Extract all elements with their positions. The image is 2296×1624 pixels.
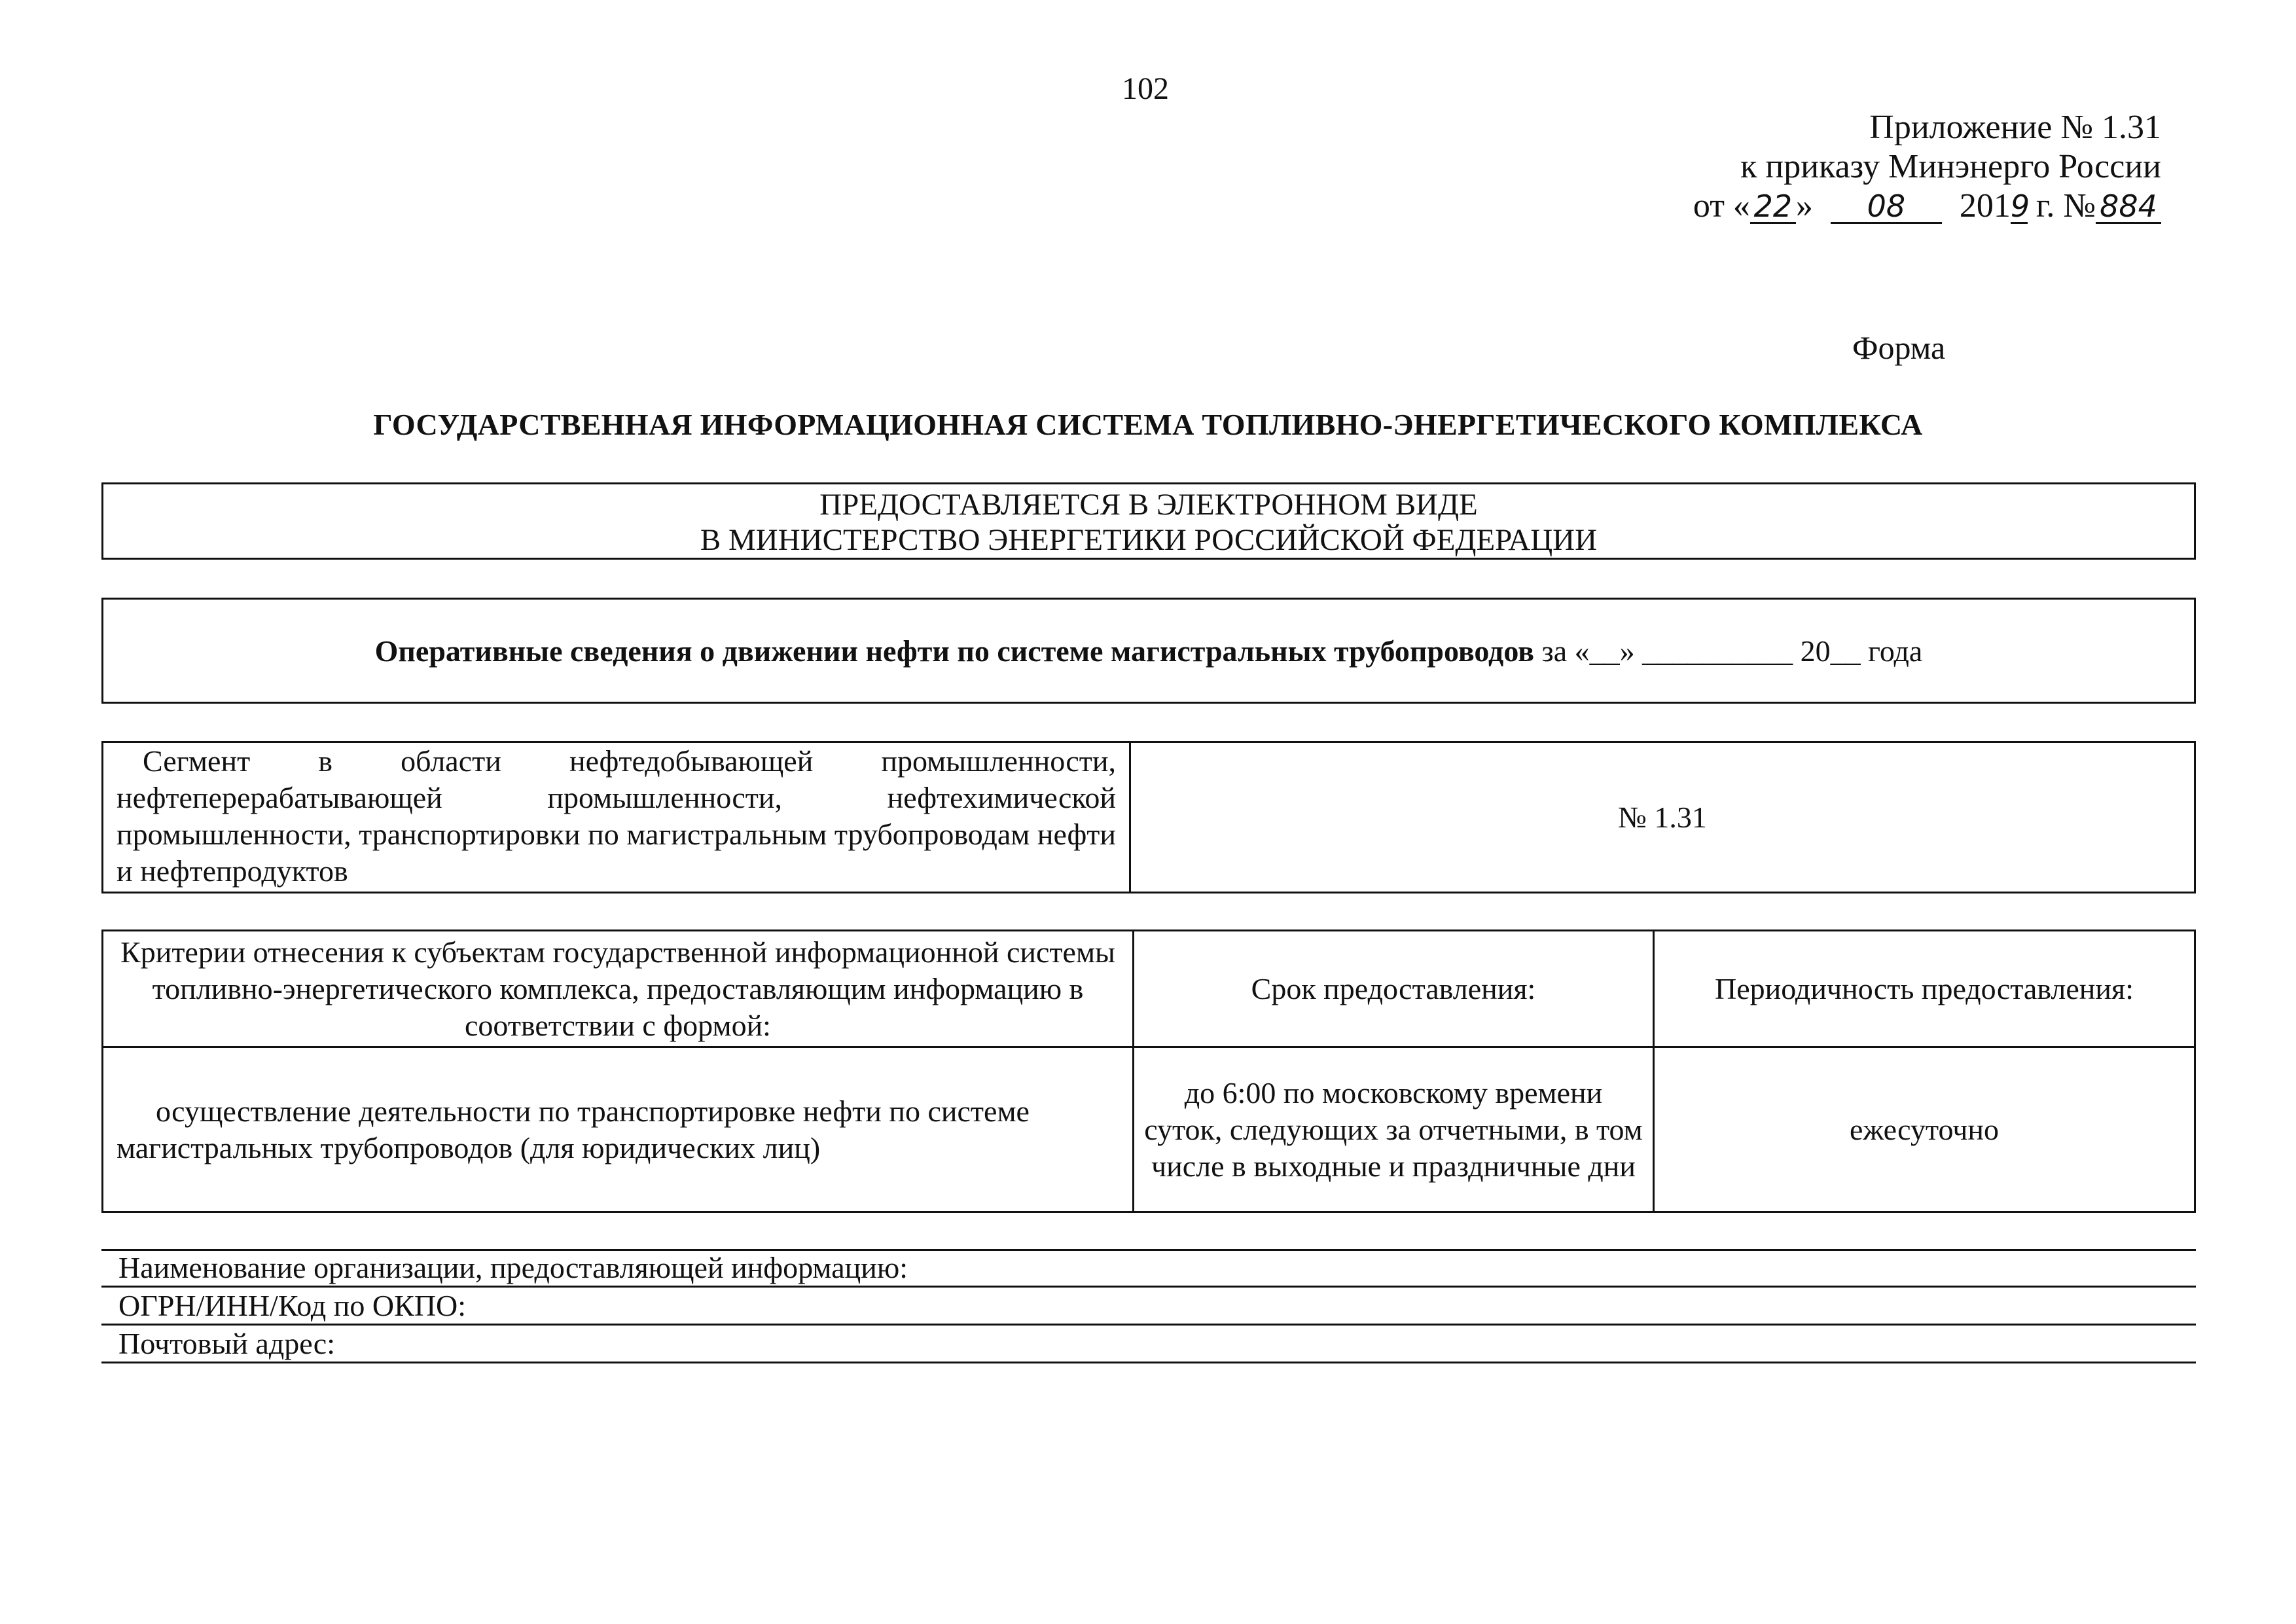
cell-criteria — [103, 1047, 1134, 1212]
segment-table — [101, 741, 2196, 893]
appendix-header — [1507, 108, 2161, 226]
segment-description-text: Сегмент в области нефтедобывающей промышленности, нефтеперерабатывающей промышленности, нефтехимической промышленности, транспортировки по магистральным трубопроводам нефти и нефтепродуктов — [117, 744, 1116, 888]
header-deadline: Срок предоставления: — [1134, 931, 1654, 1047]
header-frequency: Периодичность предоставления: — [1654, 931, 2195, 1047]
submission-notice-box — [101, 482, 2196, 560]
postal-address-field: Почтовый адрес: — [101, 1326, 2196, 1363]
criteria-table — [101, 929, 2196, 1213]
report-title-bold: Оперативные сведения о движении нефти по системе магистральных трубопроводов — [374, 634, 1535, 668]
table-row — [103, 742, 2195, 893]
date-prefix: от « — [1693, 187, 1750, 225]
handwritten-year-digit: 9 — [2010, 189, 2030, 224]
segment-description — [103, 742, 1130, 893]
handwritten-day: 22 — [1750, 190, 1796, 224]
submission-notice-line-1: ПРЕДОСТАВЛЯЕТСЯ В ЭЛЕКТРОННОМ ВИДЕ — [819, 488, 1478, 522]
appendix-order-reference: к приказу Минэнерго России — [1740, 148, 2161, 185]
handwritten-month: 08 — [1831, 190, 1942, 224]
ogrn-inn-okpo-field: ОГРН/ИНН/Код по ОКПО: — [101, 1288, 2196, 1326]
cell-frequency: ежесуточно — [1654, 1047, 2195, 1212]
form-label: Форма — [1852, 329, 1946, 366]
year-prefix: 201 — [1959, 187, 2011, 225]
appendix-title: Приложение № 1.31 — [1869, 109, 2161, 146]
submission-notice-line-2: В МИНИСТЕРСТВО ЭНЕРГЕТИКИ РОССИЙСКОЙ ФЕДЕРАЦИИ — [700, 523, 1598, 557]
report-period: за «__» __________ 20__ года — [1534, 634, 1923, 668]
page-number: 102 — [1122, 71, 1169, 106]
report-title-box — [101, 598, 2196, 704]
header-criteria: Критерии отнесения к субъектам государственной информационной системы топливно-энергетического комплекса, предоставляющим информацию в соответствии с формой: — [103, 931, 1134, 1047]
date-mid: » — [1795, 187, 1813, 225]
table-header-row — [103, 931, 2195, 1047]
handwritten-order-number: 884 — [2096, 190, 2161, 224]
table-row — [103, 1047, 2195, 1212]
organization-name-field: Наименование организации, предоставляющей информацию: — [101, 1250, 2196, 1288]
report-title — [375, 634, 1923, 668]
form-number: № 1.31 — [1130, 742, 2195, 893]
main-title: ГОСУДАРСТВЕННАЯ ИНФОРМАЦИОННАЯ СИСТЕМА ТОПЛИВНО-ЭНЕРГЕТИЧЕСКОГО КОМПЛЕКСА — [373, 408, 1923, 441]
cell-criteria-text: осуществление деятельности по транспортировке нефти по системе магистральных трубопроводов (для юридических лиц) — [117, 1094, 1030, 1164]
cell-deadline: до 6:00 по московскому времени суток, следующих за отчетными, в том числе в выходные и праздничные дни — [1134, 1047, 1654, 1212]
number-prefix: г. № — [2027, 187, 2096, 225]
appendix-date-line — [1507, 187, 2161, 226]
